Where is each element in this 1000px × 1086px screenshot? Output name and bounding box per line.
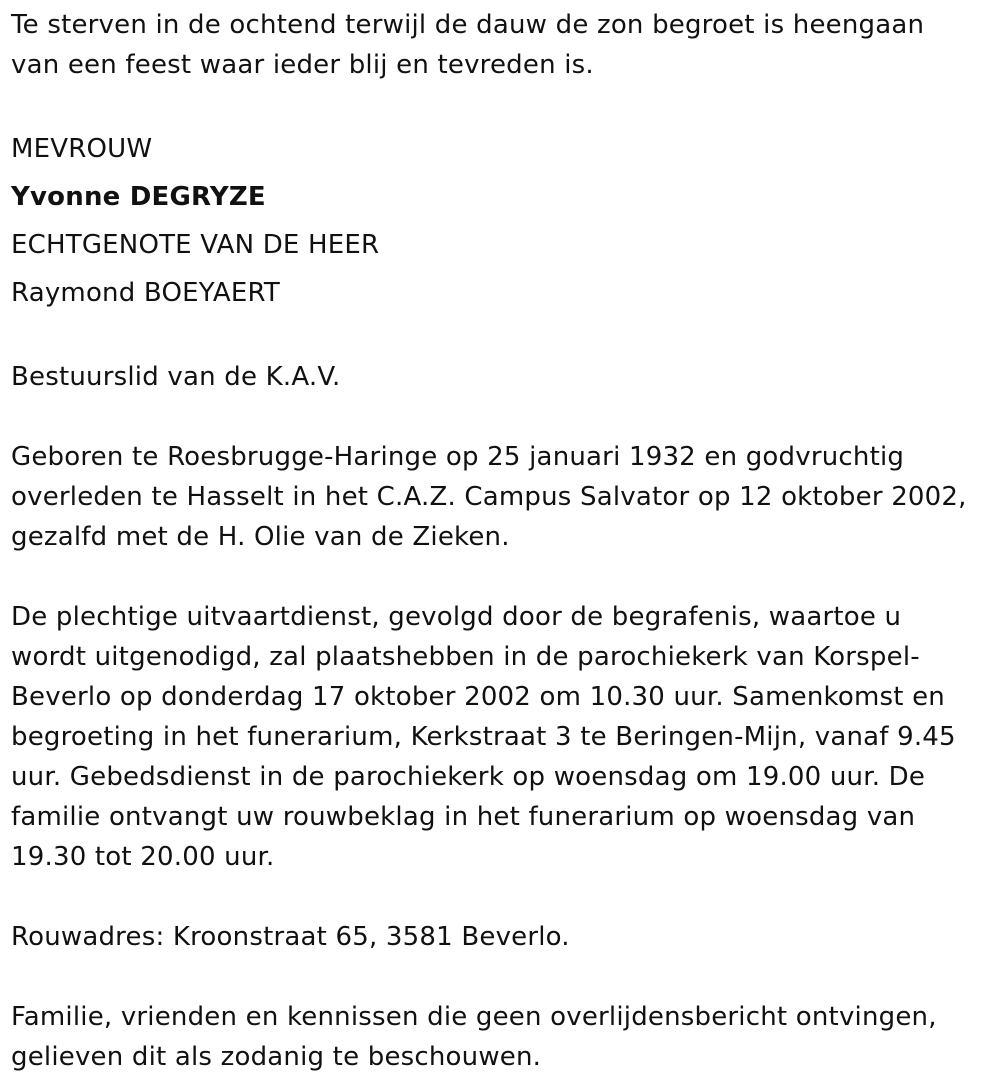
- death-notice-document: [11, 0, 986, 1077]
- verse-paragraph: [11, 5, 986, 85]
- funeral-paragraph: [11, 597, 986, 877]
- spouse-prefix: ECHTGENOTE VAN DE HEER: [11, 230, 380, 260]
- birth-death-paragraph: [11, 437, 986, 557]
- birth-death-line: overleden te Hasselt in het C.A.Z. Campus Salvator op 12 oktober 2002,: [11, 482, 967, 512]
- membership-line: Bestuurslid van de K.A.V.: [11, 362, 341, 392]
- salutation: MEVROUW: [11, 134, 153, 164]
- funeral-line: familie ontvangt uw rouwbeklag in het funerarium op woensdag van: [11, 802, 916, 832]
- funeral-line: 19.30 tot 20.00 uur.: [11, 842, 275, 872]
- address-paragraph: [11, 917, 986, 957]
- funeral-line: Beverlo op donderdag 17 oktober 2002 om 10.30 uur. Samenkomst en: [11, 682, 945, 712]
- paragraph-spacer: [11, 957, 986, 997]
- closing-line: gelieven dit als zodanig te beschouwen.: [11, 1042, 542, 1072]
- paragraph-spacer: [11, 877, 986, 917]
- funeral-line: De plechtige uitvaartdienst, gevolgd door de begrafenis, waartoe u: [11, 602, 902, 632]
- funeral-line: wordt uitgenodigd, zal plaatshebben in de parochiekerk van Korspel-: [11, 642, 920, 672]
- address-line: Rouwadres: Kroonstraat 65, 3581 Beverlo.: [11, 922, 570, 952]
- spouse-name: Raymond BOEYAERT: [11, 278, 280, 308]
- paragraph-spacer: [11, 557, 986, 597]
- paragraph-spacer: [11, 85, 986, 125]
- membership-paragraph: [11, 357, 986, 397]
- funeral-line: begroeting in het funerarium, Kerkstraat 3 te Beringen-Mijn, vanaf 9.45: [11, 722, 956, 752]
- name-block: [11, 125, 986, 317]
- verse-line: Te sterven in de ochtend terwijl de dauw de zon begroet is heengaan: [11, 10, 925, 40]
- paragraph-spacer: [11, 317, 986, 357]
- closing-line: Familie, vrienden en kennissen die geen overlijdensbericht ontvingen,: [11, 1002, 937, 1032]
- birth-death-line: gezalfd met de H. Olie van de Zieken.: [11, 522, 510, 552]
- deceased-name: Yvonne DEGRYZE: [11, 182, 266, 212]
- paragraph-spacer: [11, 397, 986, 437]
- verse-line: van een feest waar ieder blij en tevreden is.: [11, 50, 594, 80]
- funeral-line: uur. Gebedsdienst in de parochiekerk op woensdag om 19.00 uur. De: [11, 762, 926, 792]
- birth-death-line: Geboren te Roesbrugge-Haringe op 25 januari 1932 en godvruchtig: [11, 442, 905, 472]
- closing-paragraph: [11, 997, 986, 1077]
